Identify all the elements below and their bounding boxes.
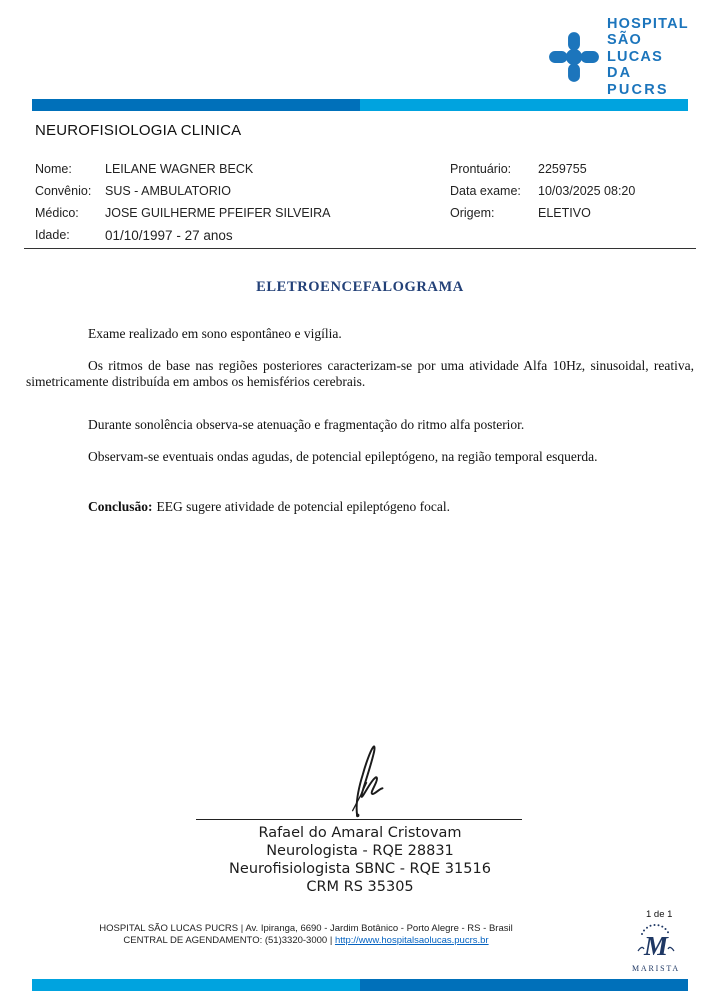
signature-line [196, 819, 522, 820]
hospital-website-link[interactable]: http://www.hospitalsaolucas.pucrs.br [334, 935, 489, 946]
hospital-cross-icon [548, 31, 600, 83]
header-accent-bar [32, 99, 688, 111]
exam-date-value: 10/03/2025 08:20 [538, 184, 636, 198]
conclusion-paragraph [26, 499, 694, 515]
marista-label: MARISTA [632, 964, 680, 973]
footer-bar-dark-segment [360, 979, 688, 991]
origin-value: ELETIVO [538, 206, 591, 220]
logo-line-2: SÃO LUCAS [607, 32, 663, 65]
age-label: Idade: [35, 228, 70, 242]
patient-info-right [450, 158, 690, 224]
insurance-label: Convênio: [35, 184, 92, 198]
exam-date-label: Data exame: [450, 184, 521, 198]
signatory-block [160, 824, 560, 896]
header-bar-dark-segment [32, 99, 360, 111]
report-paragraph: Os ritmos de base nas regiões posteriores caracterizam-se por uma atividade Alfa 10Hz, sinusoidal, reativa, simetricamente distribuída em ambos os hemisférios cerebrais. [26, 358, 694, 389]
origin-label: Origem: [450, 206, 495, 220]
report-paragraph: Exame realizado em sono espontâneo e vigília. [88, 326, 342, 341]
age-value: 01/10/1997 - 27 anos [105, 227, 233, 243]
header-bar-light-segment [360, 99, 688, 111]
record-number-value: 2259755 [538, 162, 587, 176]
footer-contact [40, 923, 572, 947]
footer-scheduling-line [40, 935, 572, 947]
signatory-title-1: Neurologista - RQE 28831 [266, 843, 454, 859]
logo-line-1: HOSPITAL [607, 15, 689, 32]
signatory-title-2: Neurofisiologista SBNC - RQE 31516 [229, 861, 491, 877]
section-divider [24, 248, 696, 249]
report-title: ELETROENCEFALOGRAMA [256, 279, 464, 295]
name-value: LEILANE WAGNER BECK [105, 162, 254, 176]
footer-address: HOSPITAL SÃO LUCAS PUCRS | Av. Ipiranga, 6690 - Jardim Botânico - Porto Alegre - RS - Brasil [99, 923, 513, 934]
patient-age-row [35, 224, 435, 246]
record-number-label: Prontuário: [450, 162, 512, 176]
physician-label: Médico: [35, 206, 79, 220]
name-label: Nome: [35, 162, 72, 176]
physician-value: JOSE GUILHERME PFEIFER SILVEIRA [105, 206, 331, 220]
svg-text:M: M [643, 931, 669, 961]
handwritten-signature-icon [328, 736, 394, 820]
patient-name-row [35, 158, 435, 180]
department-title: NEUROFISIOLOGIA CLINICA [35, 122, 242, 139]
conclusion-label: Conclusão: [88, 499, 153, 514]
record-number-row [450, 158, 690, 180]
patient-physician-row [35, 202, 435, 224]
signatory-crm: CRM RS 35305 [306, 879, 414, 895]
signatory-name: Rafael do Amaral Cristovam [258, 825, 462, 841]
patient-insurance-row [35, 180, 435, 202]
insurance-value: SUS - AMBULATORIO [105, 184, 231, 198]
origin-row [450, 202, 690, 224]
report-paragraph: Durante sonolência observa-se atenuação e fragmentação do ritmo alfa posterior. [88, 417, 525, 432]
footer-accent-bar [32, 979, 688, 991]
conclusion-text: EEG sugere atividade de potencial epileptógeno focal. [156, 499, 451, 514]
hospital-logo [548, 15, 698, 98]
report-body [26, 326, 694, 515]
logo-line-3: DA PUCRS [607, 65, 669, 98]
hospital-logo-text [607, 16, 698, 99]
marista-logo [626, 921, 686, 973]
marista-monogram-icon [630, 921, 682, 963]
page-indicator: 1 de 1 [646, 909, 673, 920]
footer-bar-light-segment [32, 979, 360, 991]
patient-info-left [35, 158, 435, 246]
exam-date-row [450, 180, 690, 202]
footer-scheduling-text: CENTRAL DE AGENDAMENTO: (51)3320-3000 | [123, 935, 335, 946]
report-paragraph: Observam-se eventuais ondas agudas, de potencial epileptógeno, na região temporal esquerda. [88, 449, 598, 464]
